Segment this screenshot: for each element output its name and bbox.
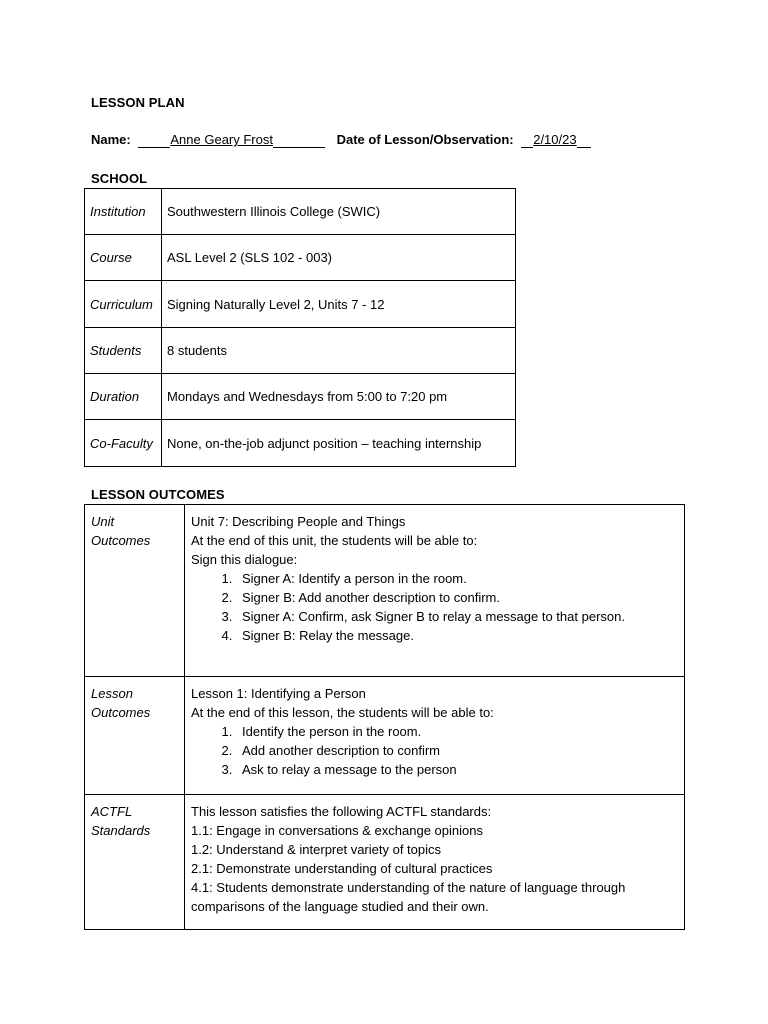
date-label: Date of Lesson/Observation: [336, 132, 514, 147]
actfl-standard-item: 1.1: Engage in conversations & exchange opinions [191, 823, 483, 838]
co-faculty-value: None, on-the-job adjunct position – teaching internship [162, 420, 516, 467]
unit-lead: Sign this dialogue: [191, 552, 298, 567]
table-row [85, 281, 516, 328]
table-row [85, 505, 685, 677]
list-item: 4. Signer B: Relay the message. [236, 626, 678, 645]
students-value: 8 students [162, 328, 516, 374]
table-row [85, 328, 516, 374]
table-row [85, 235, 516, 281]
unit-label-line1: Unit [91, 514, 115, 529]
institution-label: Institution [85, 189, 162, 235]
list-item: 1. Identify the person in the room. [236, 722, 678, 741]
name-line [91, 132, 591, 148]
duration-label: Duration [85, 374, 162, 420]
school-heading: SCHOOL [91, 171, 148, 186]
table-row [85, 189, 516, 235]
date-underline-trail [577, 132, 591, 148]
actfl-standards-label [85, 795, 185, 930]
school-table [84, 188, 516, 467]
table-row [85, 374, 516, 420]
name-underline-lead [138, 132, 170, 148]
outcomes-heading: LESSON OUTCOMES [91, 487, 225, 502]
list-item: 2. Add another description to confirm [236, 741, 678, 760]
lesson-title: Lesson 1: Identifying a Person [191, 686, 366, 701]
outcomes-table [84, 504, 685, 930]
date-value: 2/10/23 [533, 132, 577, 147]
lesson-label-line1: Lesson [91, 686, 133, 701]
name-underline-trail [273, 132, 325, 148]
lesson-intro: At the end of this lesson, the students will be able to: [191, 705, 494, 720]
unit-outcomes-label [85, 505, 185, 677]
table-row [85, 677, 685, 795]
actfl-intro: This lesson satisfies the following ACTFL standards: [191, 804, 492, 819]
actfl-label-line2: Standards [91, 823, 151, 838]
list-item: 3. Signer A: Confirm, ask Signer B to relay a message to that person. [236, 607, 678, 626]
unit-dialogue-list [191, 569, 678, 645]
actfl-standard-item: 2.1: Demonstrate understanding of cultural practices [191, 861, 493, 876]
students-label: Students [85, 328, 162, 374]
list-item: 3. Ask to relay a message to the person [236, 760, 678, 779]
actfl-standard-item: 1.2: Understand & interpret variety of topics [191, 842, 442, 857]
lesson-label-line2: Outcomes [91, 705, 151, 720]
unit-title: Unit 7: Describing People and Things [191, 514, 406, 529]
name-label: Name: [91, 132, 131, 147]
unit-outcomes-content [185, 505, 685, 677]
duration-value: Mondays and Wednesdays from 5:00 to 7:20 pm [162, 374, 516, 420]
course-value: ASL Level 2 (SLS 102 - 003) [162, 235, 516, 281]
lesson-outcome-list [191, 722, 678, 779]
unit-intro: At the end of this unit, the students will be able to: [191, 533, 478, 548]
lesson-outcomes-label [85, 677, 185, 795]
curriculum-label: Curriculum [85, 281, 162, 328]
list-item: 2. Signer B: Add another description to confirm. [236, 588, 678, 607]
table-row [85, 420, 516, 467]
list-item: 1. Signer A: Identify a person in the room. [236, 569, 678, 588]
page-title: LESSON PLAN [91, 95, 185, 110]
unit-label-line2: Outcomes [91, 533, 151, 548]
name-value: Anne Geary Frost [170, 132, 273, 147]
course-label: Course [85, 235, 162, 281]
actfl-standards-content [185, 795, 685, 930]
co-faculty-label: Co-Faculty [85, 420, 162, 467]
actfl-label-line1: ACTFL [91, 804, 133, 819]
actfl-standard-item: 4.1: Students demonstrate understanding of the nature of language through comparisons of the language studied and their own. [191, 880, 626, 914]
institution-value: Southwestern Illinois College (SWIC) [162, 189, 516, 235]
table-row [85, 795, 685, 930]
curriculum-value: Signing Naturally Level 2, Units 7 - 12 [162, 281, 516, 328]
lesson-outcomes-content [185, 677, 685, 795]
date-underline-lead [521, 132, 533, 148]
